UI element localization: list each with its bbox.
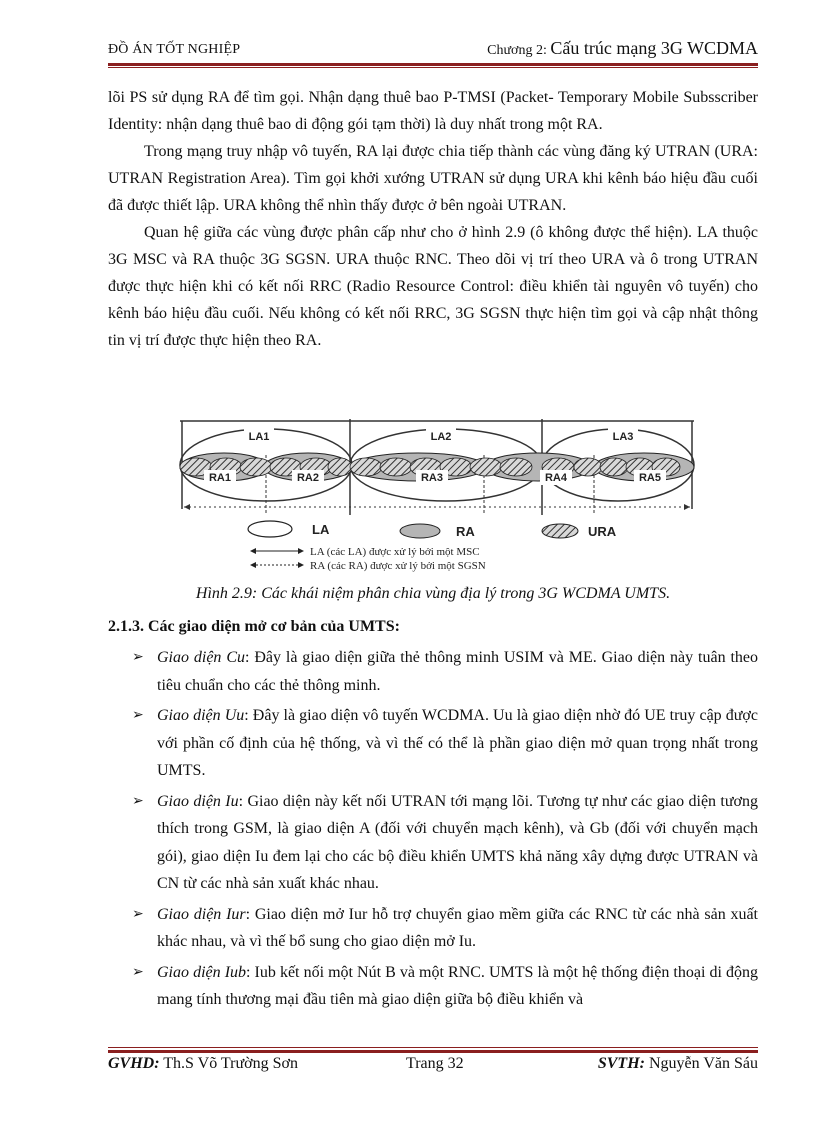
header-thesis-title: ĐỒ ÁN TỐT NGHIỆP [108, 42, 241, 57]
header-chapter [487, 38, 758, 59]
ura-cell [470, 458, 502, 476]
paragraph-1: lõi PS sử dụng RA để tìm gọi. Nhận dạng thuê bao P-TMSI (Packet- Temporary Mobile Subsscriber Identity: nhận dạng thuê bao di động gói tạm thời) là duy nhất trong một RA. [108, 89, 758, 133]
arrow-bullet-icon: ➢ [132, 708, 144, 723]
arrow-bullet-icon: ➢ [132, 793, 144, 809]
footer-student [598, 1055, 758, 1073]
header-rule-thin [108, 67, 758, 68]
figure-caption: Hình 2.9: Các khái niệm phân chia vùng địa lý trong 3G WCDMA UMTS. [195, 585, 671, 602]
interface-list [132, 644, 758, 1017]
legend-la-label: LA [312, 522, 330, 537]
arrow-bullet-icon: ➢ [132, 964, 144, 980]
ra3-label: RA3 [420, 472, 444, 484]
bullet-text: : Giao diện này kết nối UTRAN tới mạng lõi. Tương tự như các giao diện tương thích trong GSM, là giao diện A (đối với chuyển mạch kênh), và Gb (đối với chuyển mạch gói), giao diện Iu đem lại cho các bộ điều khiển UMTS khả năng xây dựng được UTRAN và CN từ các nhà sản xuất khác nhau. [157, 792, 759, 892]
legend-ura-symbol [542, 524, 578, 538]
footer-student-label: SVTH: [597, 1055, 645, 1072]
ura-cell [380, 458, 412, 476]
legend-sgsn-arrowhead-left [250, 562, 256, 568]
page-header [108, 38, 758, 64]
legend-ra-symbol [400, 524, 440, 538]
legend-msc-text: LA (các LA) được xử lý bởi một MSC [310, 546, 480, 558]
footer-advisor-label: GVHD: [108, 1055, 160, 1072]
bullet-term: Giao diện Uu [157, 707, 245, 724]
bullet-text: : Iub kết nối một Nút B và một RNC. UMTS là một hệ thống điện thoại di động mang tính thương mại đầu tiên mà giao diện giữa bộ điều khiển và [157, 963, 759, 1008]
ura-cell [574, 458, 602, 476]
bullet-text: : Đây là giao diện giữa thẻ thông minh USIM và ME. Giao diện này tuân theo tiêu chuẩn cho các thẻ thông minh. [157, 649, 759, 694]
ura-cell [350, 458, 382, 476]
ra5-label: RA5 [638, 472, 662, 484]
ura-cell [328, 458, 352, 476]
legend-sgsn-arrowhead-right [298, 562, 304, 568]
legend-sgsn-text: RA (các RA) được xử lý bởi một SGSN [310, 560, 486, 572]
paragraph-3: Quan hệ giữa các vùng được phân cấp như cho ở hình 2.9 (ô không được thể hiện). LA thuộc 3G MSC và RA thuộc 3G SGSN. URA thuộc RNC. Theo dõi vị trí theo URA và ô trong UTRAN được thực hiện khi có kết nối RRC (Radio Resource Control: điều khiển tài nguyên vô tuyến) cho kênh báo hiệu đầu cuối. Nếu không có kết nối RRC, 3G SGSN thực hiện tìm gọi và cập nhật thông tin vị trí được thực hiện theo RA. [108, 224, 758, 349]
ra4-label: RA4 [544, 472, 568, 484]
header-rule-thick [108, 63, 758, 66]
legend-msc-arrowhead-right [298, 548, 304, 554]
la3-label: LA3 [612, 431, 634, 443]
footer-rule-thin [108, 1047, 758, 1048]
ra1-label: RA1 [208, 472, 232, 484]
location-area-figure [178, 415, 698, 580]
bullet-text: : Giao diện mở Iur hỗ trợ chuyển giao mềm giữa các RNC từ các nhà sản xuất khác nhau, và vì thế bổ sung cho giao diện mở Iu. [157, 905, 758, 950]
footer-advisor [108, 1055, 298, 1073]
list-item [132, 901, 758, 956]
list-item [132, 959, 758, 1014]
ura-cell [240, 458, 272, 476]
paragraph-2: Trong mạng truy nhập vô tuyến, RA lại được chia tiếp thành các vùng đăng ký UTRAN (URA: UTRAN Registration Area). Tìm gọi khởi xướng UTRAN sử dụng URA khi kênh báo hiệu đầu cuối đã được thiết lập. URA không thể nhìn thấy được ở bên ngoài UTRAN. [108, 143, 758, 214]
footer-advisor-name: Th.S Võ Trường Sơn [159, 1055, 298, 1072]
bullet-term: Giao diện Iur [157, 905, 246, 923]
section-heading: 2.1.3. Các giao diện mở cơ bản của UMTS: [108, 618, 400, 635]
footer-student-name: Nguyễn Văn Sáu [644, 1055, 758, 1072]
list-item [132, 702, 758, 785]
list-item [132, 788, 758, 898]
bullet-term: Giao diện Iu [157, 792, 239, 810]
ura-cell [600, 458, 628, 476]
bullet-term: Giao diện Cu [157, 649, 245, 666]
bullet-text: : Đây là giao diện vô tuyến WCDMA. Uu là giao diện nhờ đó UE truy cập được với phần cố định của hệ thống, và vì thế có thể là phần giao diện mở quan trọng nhất trong UMTS. [157, 707, 758, 779]
legend-ura-label: URA [588, 524, 617, 539]
header-chapter-prefix: Chương 2: [487, 43, 551, 58]
bullet-term: Giao diện Iub [157, 963, 247, 981]
page-number: Trang 32 [406, 1055, 464, 1072]
list-item [132, 644, 758, 699]
legend-ra-label: RA [456, 524, 475, 539]
legend-msc-arrowhead-left [250, 548, 256, 554]
la2-label: LA2 [430, 431, 452, 443]
arrow-bullet-icon: ➢ [132, 650, 144, 665]
footer-rule-thick [108, 1050, 758, 1053]
ura-cell [500, 458, 532, 476]
legend-la-symbol [248, 521, 292, 537]
page-footer [108, 1055, 758, 1077]
ra2-label: RA2 [296, 472, 320, 484]
la1-label: LA1 [248, 431, 270, 443]
header-chapter-title: Cấu trúc mạng 3G WCDMA [550, 38, 758, 58]
arrow-bullet-icon: ➢ [132, 906, 144, 922]
body-paragraphs [108, 84, 758, 354]
